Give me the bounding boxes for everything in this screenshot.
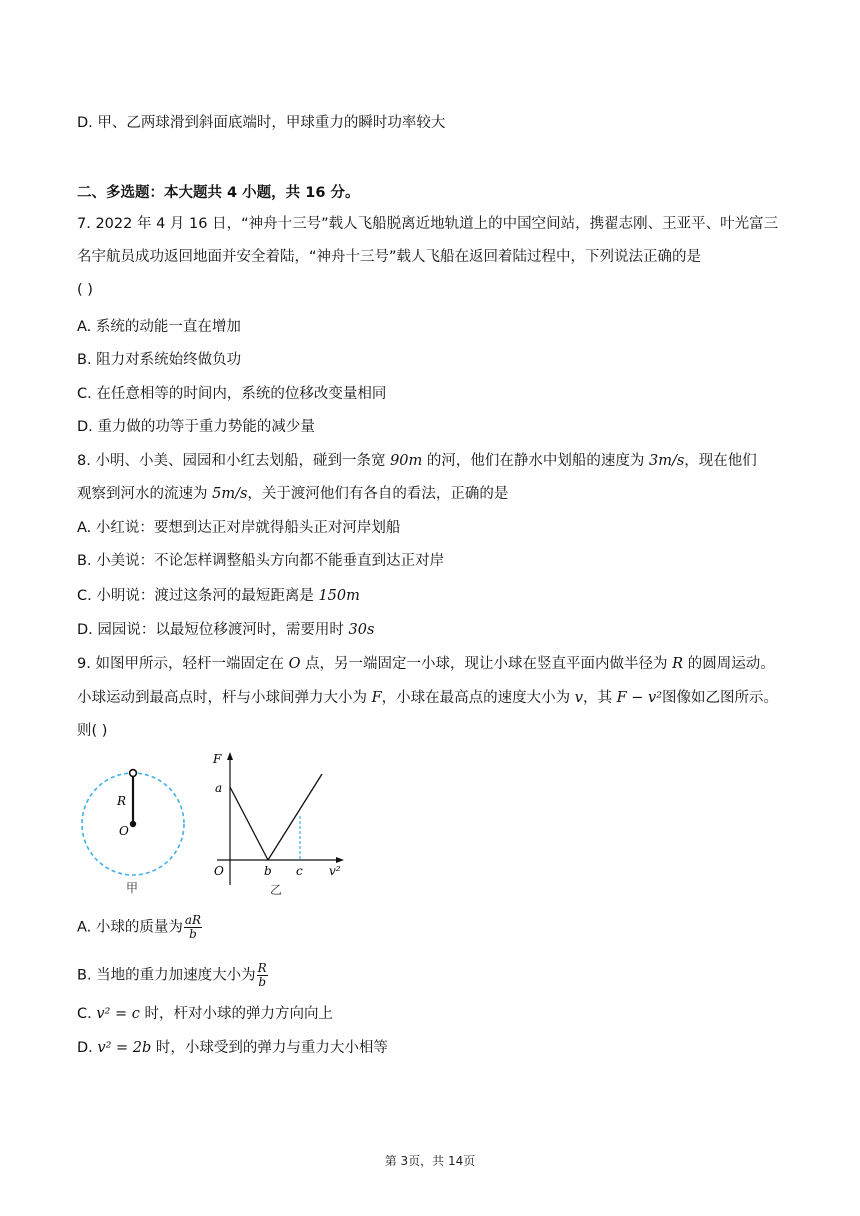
q7-option-a: A. 系统的动能一直在增加 — [77, 319, 241, 335]
q9-speed: v — [574, 690, 583, 706]
q8-river-speed: 5m/s — [212, 486, 248, 502]
q9-option-b-text: B. 当地的重力加速度大小为 — [77, 967, 256, 984]
q9-option-b — [77, 962, 268, 989]
q9-figure-svg — [77, 744, 357, 900]
q9-stem-line2 — [77, 686, 778, 707]
y-axis-arrow — [227, 752, 233, 760]
q9-text: ，其 — [582, 690, 617, 706]
q9-text: 图像如乙图所示。 — [662, 690, 779, 706]
q9-text: 的圆周运动。 — [683, 656, 775, 672]
q7-option-b: B. 阻力对系统始终做负功 — [77, 352, 242, 368]
q8-stem-line2 — [77, 482, 508, 503]
q9-text: 点，另一端固定一小球，现让小球在竖直平面内做半径为 — [300, 656, 673, 672]
q8-option-d — [77, 618, 374, 639]
q9-option-a-fraction — [184, 914, 202, 941]
q7-stem: 7. 2022 年 4 月 16 日，“神舟十三号”载人飞船脱离近地轨道上的中国空间站，携翟志刚、王亚平、叶光富三名宇航员成功返回地面并安全着陆，“神舟十三号”载人飞船在返回着陆过程中，下列说法正确的是 — [77, 216, 779, 265]
q8-boat-speed: 3m/s — [648, 453, 685, 469]
q9-option-c-equation: v² = c — [96, 1006, 140, 1022]
q8-option-d-value: 30s — [348, 622, 375, 638]
q9-option-d-text: 时，小球受到的弹力与重力大小相等 — [151, 1040, 388, 1056]
label-f: F — [213, 752, 222, 766]
q9-option-c-label: C. — [77, 1006, 97, 1022]
q9-stem-line1 — [77, 652, 775, 673]
pivot-point — [130, 821, 136, 827]
q7-option-d: D. 重力做的功等于重力势能的减少量 — [77, 419, 315, 435]
q9-option-a-text: A. 小球的质量为 — [77, 919, 183, 936]
q8-stem-line1 — [77, 449, 757, 470]
section-title-multiple-choice: 二、多选题：本大题共 4 小题，共 16 分。 — [77, 185, 360, 201]
q9-figure — [77, 744, 357, 904]
label-c: c — [296, 864, 303, 878]
q7-option-c: C. 在任意相等的时间内，系统的位移改变量相同 — [77, 386, 387, 402]
q9-force: F — [371, 690, 382, 706]
q9-option-d — [77, 1036, 388, 1057]
fraction-numerator: aR — [184, 913, 202, 927]
label-r: R — [117, 794, 127, 808]
q9-f-v2: F − v² — [616, 690, 663, 706]
label-v2: v² — [329, 864, 341, 878]
q9-point-o: O — [288, 656, 301, 672]
q8-option-d-text: D. 园园说：以最短位移渡河时，需要用时 — [77, 622, 349, 638]
q9-option-c-text: 时，杆对小球的弹力方向向上 — [139, 1006, 333, 1022]
label-b: b — [264, 864, 272, 878]
graph-descending — [230, 787, 268, 860]
q8-text: ，现在他们 — [684, 453, 757, 469]
q9-option-d-equation: v² = 2b — [97, 1040, 152, 1056]
q8-text: ，关于渡河他们有各自的看法，正确的是 — [247, 486, 509, 502]
q8-option-c — [77, 584, 360, 605]
q8-option-b: B. 小美说：不论怎样调整船头方向都不能垂直到达正对岸 — [77, 553, 445, 569]
q9-option-c — [77, 1002, 333, 1023]
q9-radius: R — [672, 656, 684, 672]
q9-text: 小球运动到最高点时，杆与小球间弹力大小为 — [77, 690, 372, 706]
fraction-denominator: b — [189, 927, 197, 941]
label-origin: O — [214, 864, 224, 878]
caption-yi: 乙 — [270, 883, 283, 897]
q8-text: 的河，他们在静水中划船的速度为 — [422, 453, 649, 469]
q6-option-d: D. 甲、乙两球滑到斜面底端时，甲球重力的瞬时功率较大 — [77, 115, 446, 131]
q8-option-c-value: 150m — [318, 588, 360, 604]
q8-text: 观察到河水的流速为 — [77, 486, 213, 502]
q9-stem-line3: 则( ) — [77, 723, 108, 739]
q7-bracket: ( ) — [77, 282, 93, 298]
ball — [130, 770, 137, 777]
q8-option-a: A. 小红说：要想到达正对岸就得船头正对河岸划船 — [77, 520, 401, 536]
q9-option-a — [77, 914, 202, 941]
graph-ascending — [268, 774, 322, 860]
label-o: O — [119, 824, 129, 838]
caption-jia: 甲 — [126, 881, 139, 895]
q9-text: 9. 如图甲所示，轻杆一端固定在 — [77, 656, 289, 672]
x-axis-arrow — [336, 857, 344, 863]
q9-option-b-fraction — [257, 962, 268, 989]
label-a: a — [215, 781, 223, 795]
page-footer: 第 3页，共 14页 — [384, 1154, 476, 1168]
q8-option-c-text: C. 小明说：渡过这条河的最短距离是 — [77, 588, 319, 604]
q8-river-width: 90m — [390, 453, 423, 469]
q9-text: ，小球在最高点的速度大小为 — [381, 690, 575, 706]
fraction-denominator: b — [258, 975, 267, 989]
q8-text: 8. 小明、小美、园园和小红去划船，碰到一条宽 — [77, 453, 391, 469]
q9-option-d-label: D. — [77, 1040, 98, 1056]
fraction-numerator: R — [257, 961, 267, 975]
